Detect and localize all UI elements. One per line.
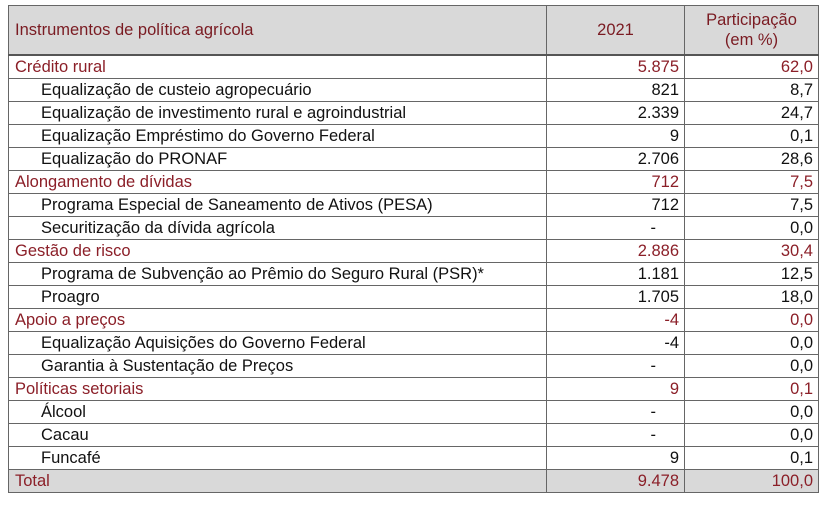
header-share-line1: Participação — [706, 10, 797, 29]
row-share: 0,0 — [685, 308, 819, 331]
row-label: Cacau — [9, 423, 547, 446]
group-row — [9, 308, 819, 331]
row-label: Equalização Empréstimo do Governo Federal — [9, 124, 547, 147]
row-share: 0,0 — [685, 354, 819, 377]
row-share: 24,7 — [685, 101, 819, 124]
row-value-2021: -4 — [547, 331, 685, 354]
table-row — [9, 101, 819, 124]
row-value-2021: 2.886 — [547, 239, 685, 262]
row-share: 28,6 — [685, 147, 819, 170]
table-header-row — [9, 6, 819, 55]
row-label: Equalização de investimento rural e agroindustrial — [9, 101, 547, 124]
header-year: 2021 — [547, 6, 685, 55]
row-share: 0,1 — [685, 124, 819, 147]
table-row — [9, 423, 819, 446]
row-share: 62,0 — [685, 55, 819, 79]
row-share: 8,7 — [685, 78, 819, 101]
table-body — [9, 55, 819, 470]
total-row — [9, 469, 819, 492]
header-share — [685, 6, 819, 55]
table-row — [9, 331, 819, 354]
table-row — [9, 216, 819, 239]
row-label: Programa de Subvenção ao Prêmio do Seguro Rural (PSR)* — [9, 262, 547, 285]
row-label: Álcool — [9, 400, 547, 423]
table-row — [9, 400, 819, 423]
row-share: 18,0 — [685, 285, 819, 308]
row-share: 30,4 — [685, 239, 819, 262]
row-share: 7,5 — [685, 193, 819, 216]
row-value-2021: - — [547, 354, 685, 377]
group-row — [9, 239, 819, 262]
row-label: Crédito rural — [9, 55, 547, 79]
row-share: 0,0 — [685, 331, 819, 354]
row-value-2021: 712 — [547, 193, 685, 216]
row-share: 0,0 — [685, 216, 819, 239]
row-value-2021: - — [547, 423, 685, 446]
group-row — [9, 170, 819, 193]
table-row — [9, 124, 819, 147]
table-row — [9, 354, 819, 377]
row-value-2021: 9 — [547, 377, 685, 400]
header-share-line2: (em %) — [724, 30, 779, 49]
row-label: Programa Especial de Saneamento de Ativos (PESA) — [9, 193, 547, 216]
row-label: Proagro — [9, 285, 547, 308]
row-value-2021: 1.705 — [547, 285, 685, 308]
row-label: Equalização Aquisições do Governo Federal — [9, 331, 547, 354]
row-value-2021: -4 — [547, 308, 685, 331]
row-label: Funcafé — [9, 446, 547, 469]
row-label: Gestão de risco — [9, 239, 547, 262]
row-value-2021: 712 — [547, 170, 685, 193]
row-value-2021: 1.181 — [547, 262, 685, 285]
agricultural-policy-table — [8, 5, 819, 493]
header-instrument: Instrumentos de política agrícola — [9, 6, 547, 55]
row-value-2021: - — [547, 216, 685, 239]
row-share: 0,0 — [685, 423, 819, 446]
row-share: 7,5 — [685, 170, 819, 193]
row-label: Equalização de custeio agropecuário — [9, 78, 547, 101]
row-value-2021: 2.706 — [547, 147, 685, 170]
row-label: Políticas setoriais — [9, 377, 547, 400]
row-value-2021: 5.875 — [547, 55, 685, 79]
row-value-2021: 9 — [547, 446, 685, 469]
row-value-2021: 821 — [547, 78, 685, 101]
row-label: Garantia à Sustentação de Preços — [9, 354, 547, 377]
table-row — [9, 78, 819, 101]
total-value: 9.478 — [547, 469, 685, 492]
group-row — [9, 55, 819, 79]
row-label: Apoio a preços — [9, 308, 547, 331]
table-row — [9, 147, 819, 170]
row-share: 0,1 — [685, 377, 819, 400]
row-share: 0,0 — [685, 400, 819, 423]
row-share: 0,1 — [685, 446, 819, 469]
total-share: 100,0 — [685, 469, 819, 492]
row-value-2021: 2.339 — [547, 101, 685, 124]
row-value-2021: - — [547, 400, 685, 423]
table-row — [9, 262, 819, 285]
table-row — [9, 285, 819, 308]
total-label: Total — [9, 469, 547, 492]
row-value-2021: 9 — [547, 124, 685, 147]
table-row — [9, 193, 819, 216]
row-label: Equalização do PRONAF — [9, 147, 547, 170]
group-row — [9, 377, 819, 400]
row-label: Alongamento de dívidas — [9, 170, 547, 193]
table-row — [9, 446, 819, 469]
row-share: 12,5 — [685, 262, 819, 285]
row-label: Securitização da dívida agrícola — [9, 216, 547, 239]
